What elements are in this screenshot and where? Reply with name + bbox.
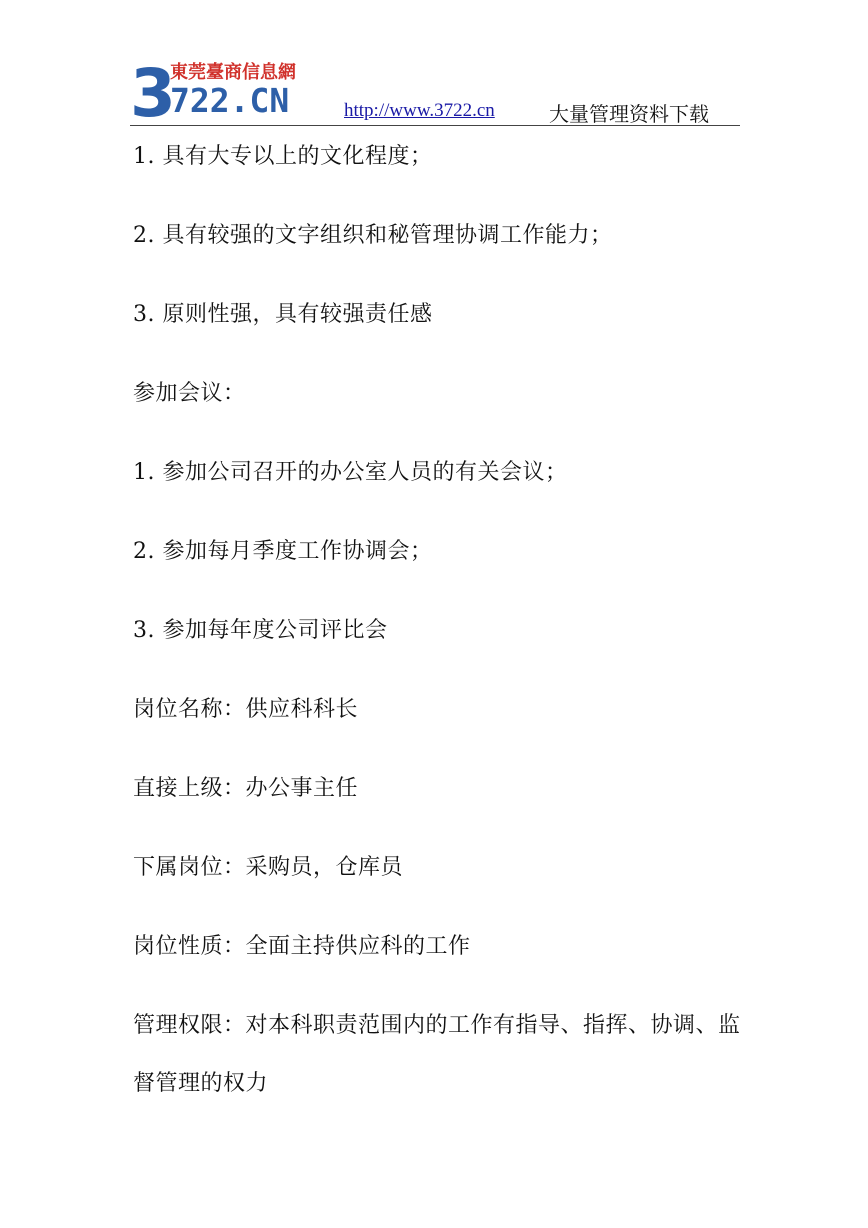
paragraph-position-nature: 岗位性质：全面主持供应科的工作: [133, 934, 471, 959]
header-divider: [130, 125, 740, 126]
paragraph-subordinates: 下属岗位：采购员，仓库员: [133, 855, 404, 880]
header-slogan: 大量管理资料下载: [549, 102, 709, 126]
paragraph-requirement-1: 1. 具有大专以上的文化程度；: [133, 144, 433, 169]
logo-chinese-text: 東莞臺商信息網: [170, 62, 296, 83]
paragraph-meetings-heading: 参加会议：: [133, 381, 246, 406]
logo-big-3: 3: [130, 56, 176, 122]
paragraph-meeting-3: 3. 参加每年度公司评比会: [133, 618, 388, 643]
site-logo[interactable]: [130, 56, 310, 122]
document-body: [133, 142, 753, 1162]
page-header: [130, 56, 740, 128]
paragraph-direct-superior: 直接上级：办公事主任: [133, 776, 359, 801]
paragraph-requirement-2: 2. 具有较强的文字组织和秘管理协调工作能力；: [133, 223, 613, 248]
paragraph-meeting-1: 1. 参加公司召开的办公室人员的有关会议；: [133, 460, 568, 485]
logo-domain-text: 722.CN: [170, 81, 290, 120]
paragraph-meeting-2: 2. 参加每月季度工作协调会；: [133, 539, 433, 564]
paragraph-management-authority: 管理权限：对本科职责范围内的工作有指导、指挥、协调、监督管理的权力: [133, 1013, 741, 1096]
site-url-link[interactable]: http://www.3722.cn: [344, 100, 495, 121]
paragraph-position-name: 岗位名称：供应科科长: [133, 697, 359, 722]
logo-graphic: [130, 56, 310, 122]
paragraph-requirement-3: 3. 原则性强，具有较强责任感: [133, 302, 433, 327]
